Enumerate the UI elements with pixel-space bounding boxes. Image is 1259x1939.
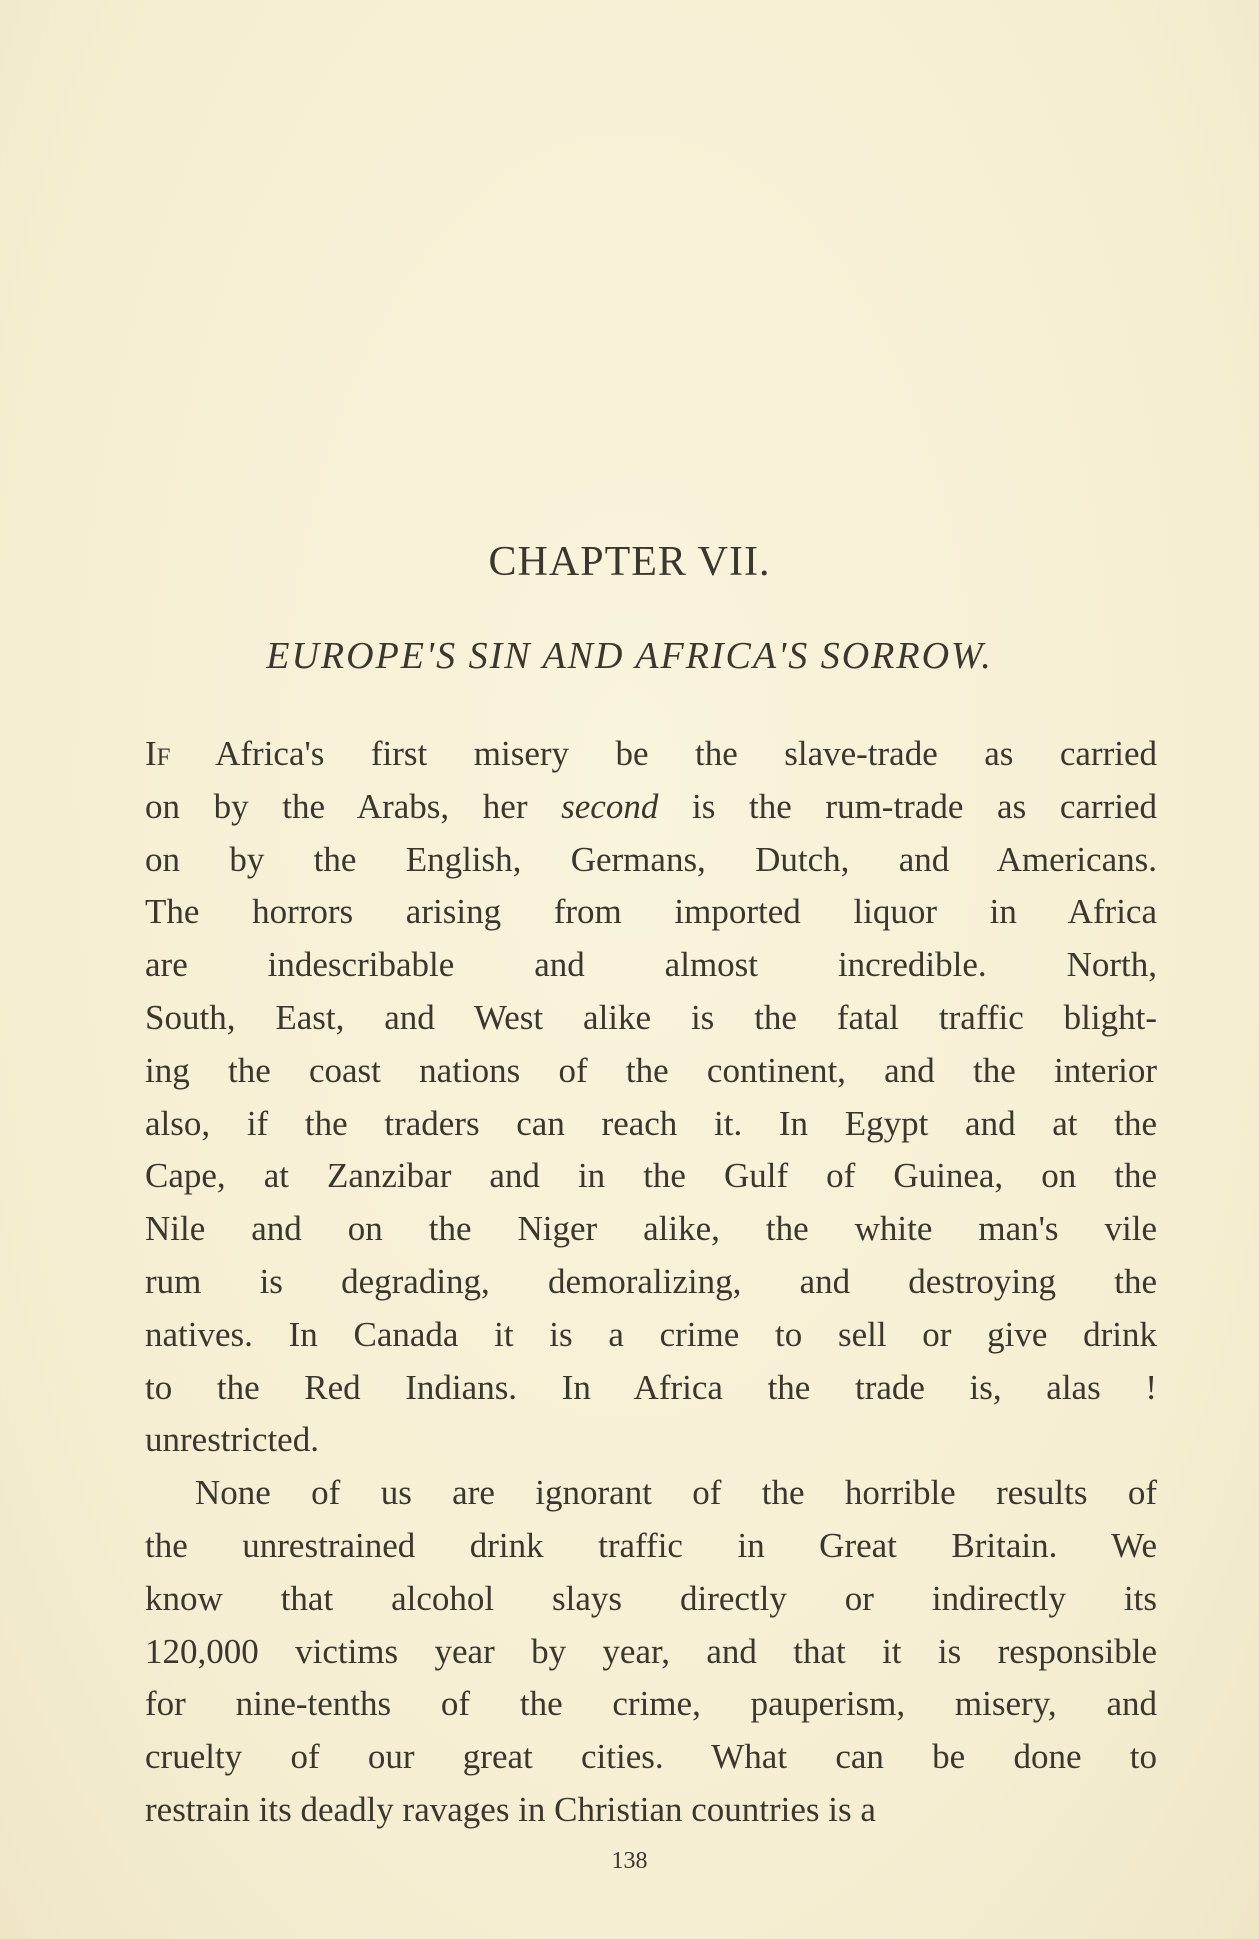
chapter-title: CHAPTER VII. — [488, 539, 771, 585]
text-line: to the Red Indians. In Africa the trade is, alas ! — [145, 1367, 1157, 1407]
text-line: are indescribable and almost incredible. North, — [145, 945, 1157, 985]
text-line: Cape, at Zanzibar and in the Gulf of Guinea, on the — [145, 1156, 1157, 1196]
text-line: 120,000 victims year by year, and that it is responsible — [145, 1631, 1157, 1671]
text-line: ing the coast nations of the continent, and the interior — [145, 1050, 1157, 1090]
text-line: The horrors arising from imported liquor in Africa — [145, 892, 1157, 932]
text-line: None of us are ignorant of the horrible results of — [195, 1473, 1157, 1513]
text-line: the unrestrained drink traffic in Great Britain. We — [145, 1525, 1157, 1565]
text-line: cruelty of our great cities. What can be done to — [145, 1737, 1157, 1777]
text-line: South, East, and West alike is the fatal traffic blight- — [145, 997, 1157, 1037]
text-line: natives. In Canada it is a crime to sell or give drink — [145, 1314, 1157, 1354]
text-line: restrain its deadly ravages in Christian countries is a — [145, 1789, 876, 1829]
text-line: on by the English, Germans, Dutch, and Americans. — [145, 839, 1157, 879]
text-line: for nine-tenths of the crime, pauperism, misery, and — [145, 1684, 1157, 1724]
text-line: also, if the traders can reach it. In Egypt and at the — [145, 1103, 1157, 1143]
chapter-subtitle: EUROPE'S SIN AND AFRICA'S SORROW. — [266, 635, 993, 677]
text-line: unrestricted. — [145, 1420, 319, 1460]
page-number: 138 — [611, 1848, 648, 1874]
small-caps-opening: If — [145, 734, 171, 773]
text-line: If Africa's first misery be the slave-trade as carried — [145, 734, 1157, 773]
text-line: rum is degrading, demoralizing, and destroying the — [145, 1261, 1157, 1301]
text-line: Nile and on the Niger alike, the white man's vile — [145, 1209, 1157, 1249]
italic-emphasis: second — [561, 786, 659, 826]
body-text — [145, 728, 1157, 1837]
text-line: on by the Arabs, her second is the rum-trade as carried — [145, 786, 1157, 826]
text-line: know that alcohol slays directly or indirectly its — [145, 1578, 1157, 1618]
